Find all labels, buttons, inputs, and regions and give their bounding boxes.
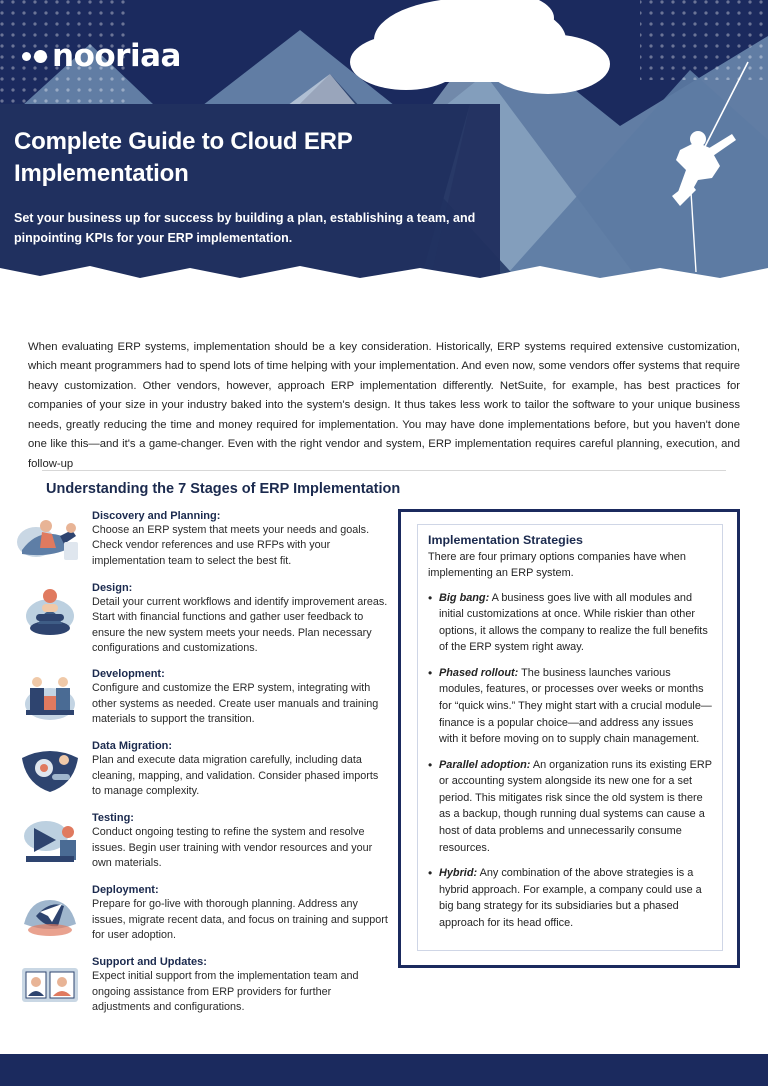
list-item (428, 665, 712, 748)
page-subtitle: Set your business up for success by building a plan, establishing a team, and pinpointing KPIs for your ERP implementation. (14, 211, 476, 245)
strategy-text: A business goes live with all modules and initial customizations at once. While riskier than other options, it allows the company to realize the full benefits of the ERP system right away. (439, 591, 708, 654)
strategy-label: Phased rollout: (439, 666, 519, 679)
brand-logo[interactable] (22, 38, 181, 74)
list-item (16, 666, 388, 728)
list-item (428, 757, 712, 856)
stage-heading: Discovery and Planning: (92, 510, 221, 522)
brand-name: nooriaa (52, 38, 181, 74)
hero-banner (0, 0, 768, 282)
intro-paragraph: When evaluating ERP systems, implementation should be a key consideration. Historically, ERP systems required extensive customization, which meant programmers had to spend lots of time helping with your implementation. And even now, some vendors offer systems that require heavy customization. Other vendors, however, approach ERP implementation differently. NetSuite, for example, has best practices for companies of your size in your industry baked into the system's design. It thus takes less work to tailor the software to your unique business needs, greatly reducing the time and money required for implementation. You may have done implementations before, but you haven't done one like this—and it's a game-changer. Even with the right vendor and system, ERP implementation requires careful planning, execution, and follow-up (28, 341, 740, 470)
divider (42, 470, 726, 471)
list-item (16, 580, 388, 656)
list-item (428, 590, 712, 656)
stage-text: Choose an ERP system that meets your needs and goals. Check vendor references and use RFPs with your implementation team to select the best fit. (92, 524, 370, 567)
testing-illustration (16, 810, 84, 872)
stage-heading: Testing: (92, 812, 134, 825)
strategy-label: Parallel adoption: (439, 758, 531, 771)
stage-heading: Data Migration: (92, 740, 173, 753)
stage-text: Detail your current workflows and identify improvement areas. Start with financial functions and gather user feedback to ensure the new system meets your needs. Plan necessary configurations and customizations. (92, 596, 388, 654)
design-illustration (16, 580, 84, 642)
stage-text: Prepare for go-live with thorough planning. Address any issues, migrate recent data, and focus on training and support for user adoption. (92, 898, 388, 941)
list-item (428, 865, 712, 931)
two-dots-logo-icon (22, 43, 48, 69)
strategy-list (428, 590, 712, 932)
stage-heading: Design: (92, 582, 133, 594)
stage-heading: Support and Updates: (92, 956, 207, 969)
support-updates-illustration (16, 954, 84, 1016)
data-migration-illustration (16, 738, 84, 800)
list-item (16, 738, 388, 800)
stage-heading: Deployment: (92, 884, 159, 897)
implementation-strategies-callout (398, 509, 740, 968)
stage-list (16, 508, 388, 1026)
list-item (16, 810, 388, 872)
stage-text: Expect initial support from the implementation team and ongoing assistance from ERP providers for further adjustments and configurations. (92, 970, 359, 1013)
strategy-label: Hybrid: (439, 867, 478, 880)
strategy-text: Any combination of the above strategies is a hybrid approach. For example, a company could use a big bang strategy for its subsidiaries but a phased approach for its head office. (439, 867, 702, 929)
development-illustration (16, 666, 84, 728)
section-heading: Understanding the 7 Stages of ERP Implementation (46, 481, 401, 497)
strategy-label: Big bang: (439, 591, 490, 604)
stage-text: Conduct ongoing testing to refine the system and resolve issues. Begin user training with vendor resources and your own materials. (92, 826, 373, 869)
discovery-planning-illustration (16, 508, 84, 570)
list-item (16, 954, 388, 1016)
stage-heading: Development: (92, 668, 165, 681)
stage-text: Plan and execute data migration carefully, including data cleaning, mapping, and validation. Consider phased imports to manage complexity. (92, 754, 379, 797)
strategy-text: The business launches various modules, features, or processes over weeks or months for “quick wins.” They might start with a crucial module—finance is a popular choice—and address any issues with it before moving on to supply chain management. (439, 666, 712, 746)
list-item (16, 508, 388, 570)
page-title: Complete Guide to Cloud ERP Implementation (14, 128, 353, 187)
callout-lead: There are four primary options companies have when implementing an ERP system. (428, 551, 686, 579)
strategy-text: An organization runs its existing ERP or accounting system alongside its new one for a set period. This mitigates risk since the old system is there as a backup, though running dual systems can cause a host of data problems and unnecessarily consume resources. (439, 758, 712, 854)
callout-title: Implementation Strategies (428, 533, 583, 547)
list-item (16, 882, 388, 944)
footer-bar (0, 1054, 768, 1086)
stage-text: Configure and customize the ERP system, integrating with other systems as needed. Create user manuals and training materials to support the transition. (92, 682, 379, 725)
deployment-illustration (16, 882, 84, 944)
